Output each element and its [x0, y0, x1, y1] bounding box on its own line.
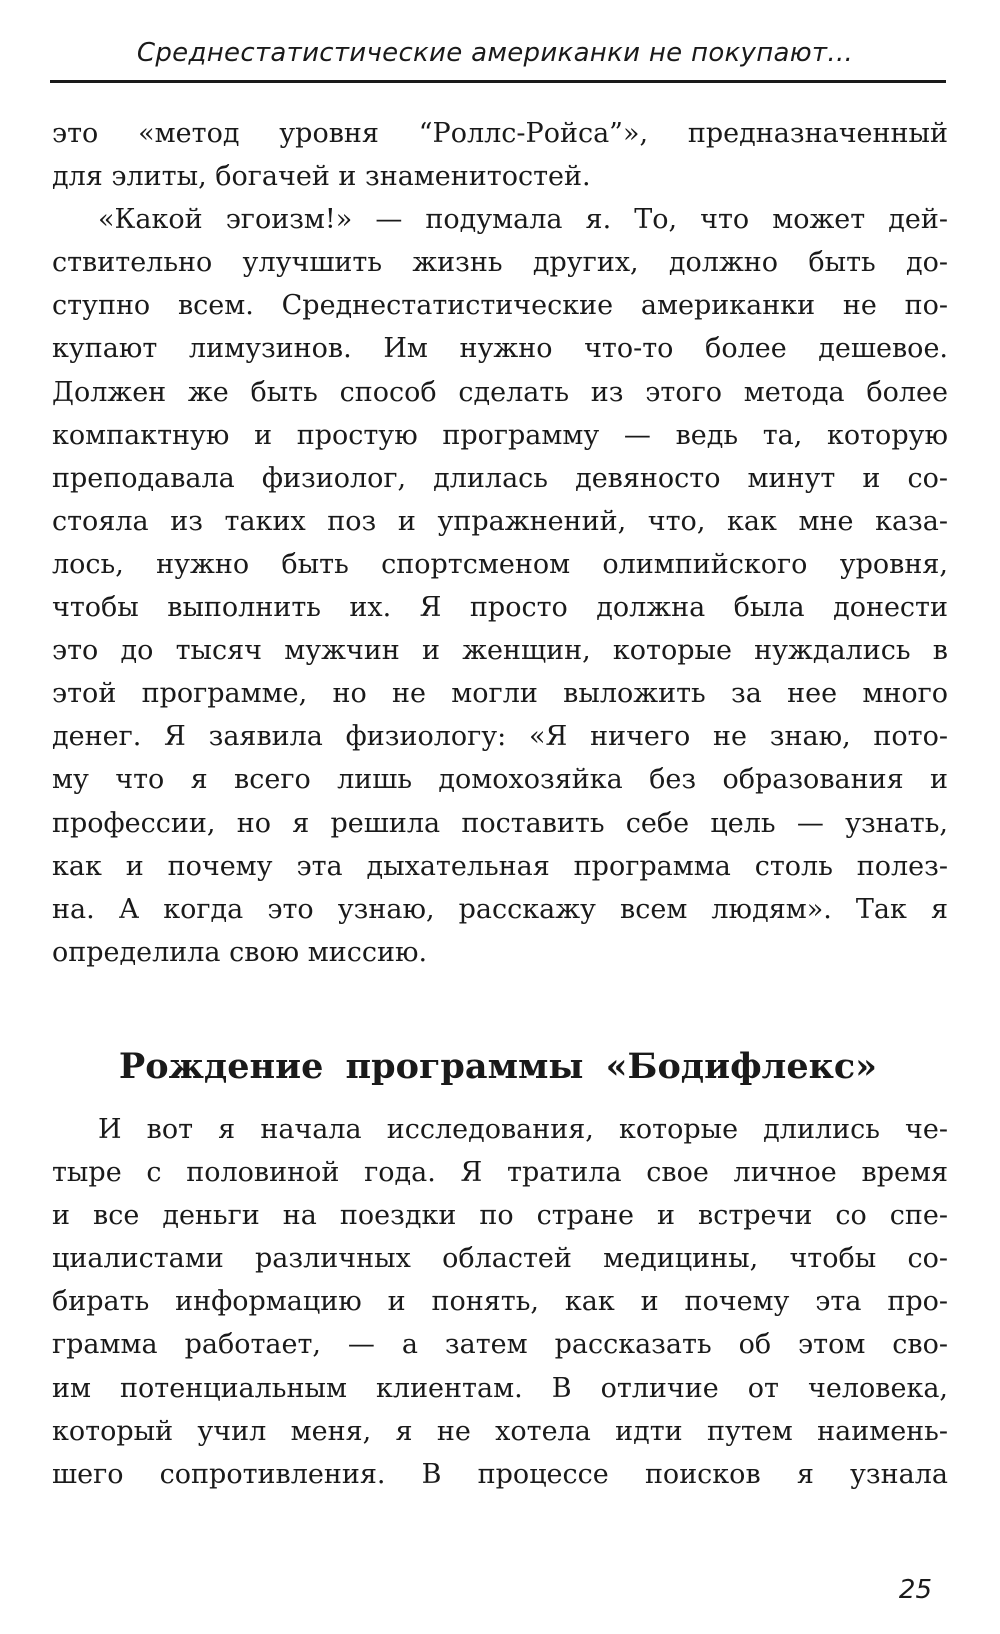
text-line: для элиты, богачей и знаменитостей.	[52, 161, 591, 193]
text-line: ступно всем. Среднестатистические американки не по-	[52, 290, 948, 322]
text-line: стояла из таких поз и упражнений, что, как мне каза-	[52, 505, 948, 537]
text-line: компактную и простую программу — ведь та, которую	[52, 419, 948, 451]
text-line: му что я всего лишь домохозяйка без образования и	[52, 764, 948, 796]
header-rule	[50, 80, 946, 83]
text-line: лось, нужно быть спортсменом олимпийского уровня,	[52, 548, 948, 580]
text-line: денег. Я заявила физиологу: «Я ничего не знаю, пото-	[52, 721, 948, 753]
section-heading: Рождение программы «Бодифлекс»	[118, 1046, 878, 1087]
text-line: это «метод уровня “Роллс-Ройса”», предназначенный	[52, 118, 948, 149]
page-number: 25	[898, 1575, 932, 1605]
text-line: этой программе, но не могли выложить за нее много	[52, 678, 948, 710]
text-line: им потенциальным клиентам. В отличие от человека,	[52, 1372, 948, 1404]
text-line: купают лимузинов. Им нужно что-то более дешевое.	[52, 333, 948, 365]
text-line: шего сопротивления. В процессе поисков я узнала	[52, 1458, 948, 1490]
text-line: бирать информацию и понять, как и почему эта про-	[52, 1286, 948, 1318]
text-line: на. А когда это узнаю, расскажу всем людям». Так я	[52, 893, 948, 925]
paragraph	[52, 198, 948, 974]
text-line: Должен же быть способ сделать из этого метода более	[52, 376, 948, 408]
text-block-top	[52, 112, 948, 974]
text-line: определила свою миссию.	[52, 936, 428, 968]
text-line: грамма работает, — а затем рассказать об этом сво-	[52, 1329, 948, 1361]
text-line: который учил меня, я не хотела идти путем наимень-	[52, 1415, 948, 1447]
text-line: чтобы выполнить их. Я просто должна была донести	[52, 592, 948, 624]
text-line: как и почему эта дыхательная программа столь полез-	[52, 850, 948, 882]
paragraph	[52, 1108, 948, 1496]
text-line: «Какой эгоизм!» — подумала я. То, что может дей-	[98, 204, 948, 236]
text-line: это до тысяч мужчин и женщин, которые нуждались в	[52, 635, 948, 667]
text-line: тыре с половиной года. Я тратила свое личное время	[52, 1157, 948, 1189]
text-line: циалистами различных областей медицины, чтобы со-	[52, 1243, 948, 1275]
running-header: Среднестатистические американки не покупают...	[136, 38, 854, 68]
text-block-bottom	[52, 1108, 948, 1496]
paragraph	[52, 112, 948, 198]
text-line: ствительно улучшить жизнь других, должно быть до-	[52, 247, 948, 279]
text-line: преподавала физиолог, длилась девяносто минут и со-	[52, 462, 948, 494]
text-line: и все деньги на поездки по стране и встречи со спе-	[52, 1200, 948, 1232]
text-line: профессии, но я решила поставить себе цель — узнать,	[52, 807, 948, 839]
text-line: И вот я начала исследования, которые длились че-	[98, 1114, 948, 1145]
